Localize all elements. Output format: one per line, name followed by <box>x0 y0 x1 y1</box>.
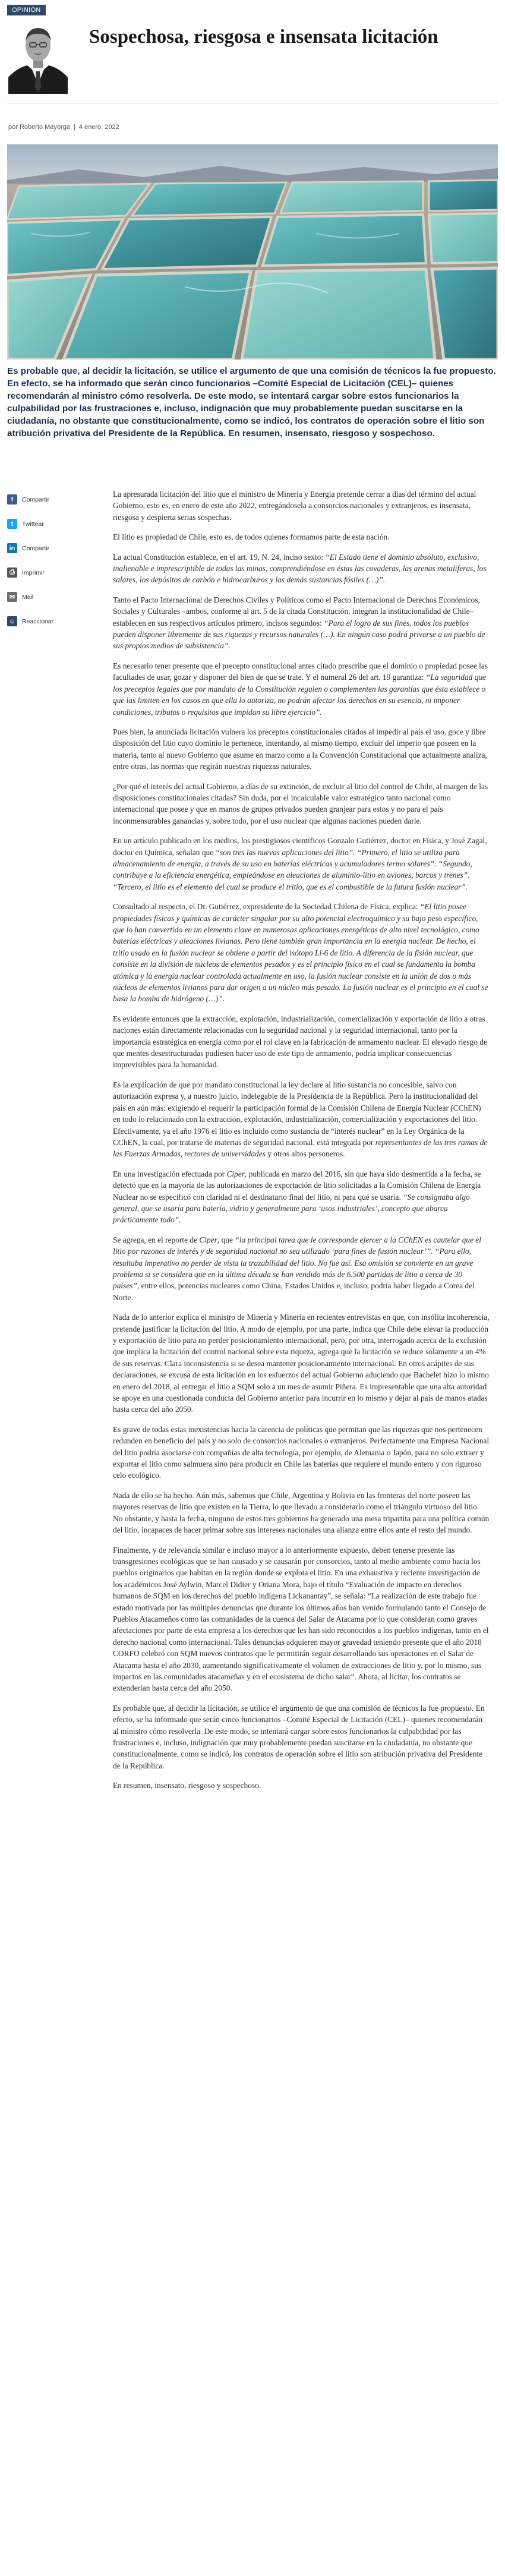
publish-date: 4 enero, 2022 <box>78 124 119 131</box>
share-label: Mail <box>22 593 34 601</box>
paragraph-text: Es probable que, al decidir la licitación, se utilice el argumento de que una comisión de técnicos la fue propuesto. En efecto, se ha informado que serán cinco funcionarios –Comité Especial de Licitación (CEL)– quienes recomendarán al ministro cómo resolverla. De este modo, se intentará cargar sobre estos funcionarios la culpabilidad por las frustraciones e, incluso, indignación que muy probablemente puedan suscitarse en la ciudadanía, no obstante que constitucionalmente, como se indicó, los contratos de operación sobre el litio son atribución privativa del Presidente de la República. <box>113 1703 485 1770</box>
paragraph-text: Es grave de todas estas inexistencias hacia la carencia de políticas que permitan que las riquezas que nos pertenecen redunden en beneficio del país y no solo de consorcios nacionales o extranjeros. Perfectamente una Empresa Nacional del litio podría asociarse con compañías de alta tecnología, por ejemplo, de Alemania o Japón, para no solo extraer y exportar el litio como salmuera sino para producir en Chile las baterías que requiere el mundo entero y con riguroso celo ecológico. <box>113 1424 490 1480</box>
article-paragraph <box>113 726 490 773</box>
page-title: Sospechosa, riesgosa e insensata licitación <box>89 26 438 48</box>
paragraph-text: Finalmente, y de relevancia similar e incluso mayor a lo anteriormente expuesto, deben tenerse presente las transgresiones ecológicas que se han causado y se causarán por consorcios, tanto al medio ambiente como hacia los pueblos originarios que habitan en la región donde se explota el litio. En una exhaustiva y reciente investigación de los académicos José Aylwin, Marcel Didier y Oriana Mora, bajo el título “Evaluación de impacto en derechos humanos de SQM en los derechos del pueblo indígena Lickanantay”, se señala: “La realización de este trabajo fue estado motivada por las múltiples denuncias que durante los últimos años han venido formulando tanto el Consejo de Pueblos Atacameños como las comunidades de la cuenca del Salar de Atacama por lo que consideran como graves afectaciones por parte de esta empresa a los derechos que les han sido reconocidos a los pueblos indígenas, tanto en el derecho nacional como internacional. Tales denuncias adquieren mayor gravedad teniendo presente que el año 2018 CORFO celebró con SQM nuevos contratos que le permitirán seguir desarrollando sus operaciones en el Salar de Atacama hasta el año 2030, aumentando significativamente el volumen de extracciones de litio y, por lo mismo, sus impactos en las comunidades atacameñas y en el ecosistema de dicho salar”. Ahora, al licitar, los contratos se extenderían hasta cerca del año 2050. <box>113 1545 489 1693</box>
share-label: Reaccionar <box>22 617 54 625</box>
paragraph-text: La actual Constitución establece, en el art. 19, N. 24, inciso sexto: <box>113 552 326 562</box>
paragraph-text: En resumen, insensato, riesgoso y sospechoso. <box>113 1781 261 1790</box>
byline: por Roberto Mayorga | 4 enero, 2022 <box>8 124 119 131</box>
paragraph-text: En un artículo publicado en los medios, los prestigiosos científicos Gonzalo Gutiérrez, doctor en Física, y José Zagal, doctor en Química, señalan que <box>113 836 487 857</box>
section-tag[interactable]: OPINIÓN <box>7 5 46 15</box>
article-paragraph <box>113 781 490 827</box>
italic-quote: Ciper <box>199 1235 217 1244</box>
paragraph-text: La apresurada licitación del litio que el ministro de Minería y Energía pretende cerrar a días del término del actual Gobierno, esto es, en enero de este año 2022, entregándosela a consorcios nacionales y extranjeros, es insensata, riesgosa y despierta serias sospechas. <box>113 490 476 522</box>
paragraph-text: Es la explicación de que por mandato constitucional la ley declare al litio sustancia no concesible, salvo con autorización expresa y, a nuestro juicio, indelegable de la Presidencia de la República. Pero la institucionalidad del país en aún más: exigiendo el requerir la participación formal de la Comisión Chilena de Energía Nuclear (CChEN) en todo lo relacionado con la extracción, explotación, industrialización, comercialización y exportaciones del litio. Efectivamente, ya el año 1976 el litio es incluido como sustancia de “interés nuclear” en la Ley Orgánica de la CChEN, la cual, por tratarse de materias de seguridad nacional, está integrada por <box>113 1080 481 1147</box>
article-paragraph <box>113 1013 490 1071</box>
article-paragraph <box>113 1424 490 1481</box>
salt-flat-ponds-image <box>7 144 498 360</box>
share-reaction-button[interactable] <box>7 609 84 633</box>
share-linkedin-button[interactable] <box>7 536 84 560</box>
article-lead: Es probable que, al decidir la licitación, se utilice el argumento de que una comisión de técnicos la fue propuesto. En efecto, se ha informado que serán cinco funcionarios –Comité Especial de Licitación (CEL)– quienes recomendarán al ministro cómo resolverla. De este modo, se intentará cargar sobre estos funcionarios la culpabilidad por las frustraciones e, incluso, indignación que muy probablemente puedan suscitarse en la ciudadanía, no obstante que constitucionalmente, como se indicó, los contratos de operación sobre el litio son atribución privativa del Presidente de la República. En resumen, insensato, riesgoso y sospechoso. <box>7 366 496 439</box>
italic-quote: “La seguridad que los preceptos legales que por mandato de la Constitución regulen o complementen las garantías que ésta establece o que las limiten en los casos en que ella lo autoriza, no podrán afectar los derechos en su esencia, ni imponer condiciones, tributos o requisitos que impidan su libre ejercicio”. <box>113 673 487 717</box>
paragraph-text: Es necesario tener presente que el precepto constitucional antes citado prescribe que el dominio o propiedad posee las facultades de usar, gozar y disponer del bien de que se trate. Y el numeral 26 del art. 19 garantiza: <box>113 661 488 682</box>
paragraph-text: El litio es propiedad de Chile, esto es, de todos quienes formamos parte de esta nación. <box>113 532 390 542</box>
italic-quote: “Para el logro de sus fines, todos los pueblos pueden disponer libremente de sus riquezas y recursos naturales (…). En ningún caso podrá privarse a un pueblo de sus propios medios de subsistencia”. <box>113 618 485 651</box>
paragraph-text: Nada de lo anterior explica el ministro de Minería y Minería en recientes entrevistas en que, con insólita incoherencia, pretende justificar la licitación del litio. A modo de ejemplo, por una parte, indica que Chile debe elevar la producción y exportación de litio para no perder posicionamiento internacional, pero, por otra, interrogado acerca de la exclusión que implica la licitación del control nacional sobre esta riqueza, agrega que la licitación se reduce solamente a un 4% de sus reservas. Clara inconsistencia si se desea mantener posicionamiento internacional. En otros acápites de sus declaraciones, se excusa de esta licitación en los esfuerzos del actual Gobierno aduciendo que Bachelet hizo lo mismo en enero del 2018, al entregar el litio a SQM solo a un mes de asumir Piñera. Es impresentable que una alta autoridad se apoye en una cuestionada conducta del Gobierno anterior para incurrir en lo mismo y dejar al país de manos atadas hasta cerca del año 2050. <box>113 1313 490 1414</box>
paragraph-text: Pues bien, la anunciada licitación vulnera los preceptos constitucionales citados al impedir al país el uso, goce y libre disposición del litio cuyo dominio le pertenece, intentando, al mismo tiempo, excluir del imperio que poseen en la materia, tanto al nuevo Gobierno que asume en marzo como a la Convención Constitucional que actualmente analiza, entre otras, las normas que regirán nuestras riquezas naturales. <box>113 727 487 771</box>
author-portrait-image <box>8 18 68 94</box>
article-paragraph <box>113 1544 490 1694</box>
article-paragraph <box>113 835 490 893</box>
paragraph-text: Consultado al respecto, el Dr. Gutiérrez, expresidente de la Sociedad Chilena de Física, explica: <box>113 902 420 912</box>
paragraph-text: Se agrega, en el reporte de <box>113 1235 200 1244</box>
article-paragraph <box>113 901 490 1005</box>
italic-quote: “El Estado tiene el dominio absoluto, exclusivo, inalienable e imprescriptible de todas las minas, comprendiéndose en éstas las covaderas, las arenas metalíferas, los salares, los depósitos de carbón e hidrocarburos y las demás sustancias fósiles (…)”. <box>113 552 487 585</box>
italic-quote: representantes de las tres ramas de las Fuerzas Armadas, rectores de universidades <box>113 1137 488 1159</box>
paragraph-text: Tanto el Pacto Internacional de Derechos Civiles y Políticos como el Pacto Internacional de Derechos Económicos, Sociales y Culturales –ambos, conforme al art. 5 de la citada Constitución, integran la institucionalidad de Chile– establecen en sus respectivos artículos primero, incisos segundos: <box>113 595 480 628</box>
article-paragraph <box>113 1168 490 1226</box>
share-label: Compartir <box>22 496 50 503</box>
share-facebook-button[interactable] <box>7 487 84 512</box>
article-paragraph <box>113 594 490 652</box>
share-label: Imprimir <box>22 569 45 576</box>
italic-quote: “son tres las nuevas aplicaciones del litio”. “Primero, el litio se utiliza para almacenamiento de energía, a través de su uso en baterías eléctricas y acumuladores termo solares”. “Segundo, contribuye a la eficiencia energética, empleándose en aleaciones de aluminio-litio en aviones, barcos y trenes”. “Tercero, el litio es el elemento del cual se produce el tritio, que es el combustible de la futura fusión nuclear”. <box>113 847 472 891</box>
facebook-icon: f <box>7 494 17 505</box>
article-paragraph <box>113 1702 490 1771</box>
article-paragraph <box>113 488 490 523</box>
linkedin-icon: in <box>7 543 17 553</box>
italic-quote: “Se consignaba algo general, que se usaría para batería, vidrio y generalmente para ‘usos industriales’, concepto que abarca prácticamente todo”. <box>113 1192 470 1225</box>
share-mail-button[interactable] <box>7 585 84 609</box>
paragraph-text: , que <box>217 1235 235 1244</box>
share-sidebar <box>7 487 84 633</box>
italic-quote: Ciper <box>226 1169 245 1178</box>
hero-image <box>7 144 498 360</box>
article-body <box>113 488 490 1800</box>
mail-icon: ✉ <box>7 592 17 602</box>
article-header <box>0 0 505 113</box>
paragraph-text: En una investigación efectuada por <box>113 1169 227 1178</box>
author-name[interactable]: por Roberto Mayorga <box>8 124 70 131</box>
paragraph-text: , entre ellos, potencias nucleares como China, Estados Unidos e, incluso, podría haber llegado a Corea del Norte. <box>113 1281 475 1302</box>
twitter-icon: t <box>7 519 17 529</box>
reaction-icon: ☺ <box>7 616 17 626</box>
share-label: Twittear <box>22 520 44 528</box>
article-paragraph <box>113 1234 490 1303</box>
article-paragraph <box>113 660 490 718</box>
article-paragraph <box>113 1780 490 1791</box>
paragraph-text: Nada de ello se ha hecho. Aún más, sabemos que Chile, Argentina y Bolivia en las fronteras del norte poseen las mayores reservas de litio que existen en la Tierra, lo que llevado a considerarlo como el triángulo virtuoso del litio. No obstante, y hasta la fecha, ninguno de estos tres gobiernos ha generado una mesa tripartita para una política común del litio, incapaces de hacer primar sobre sus intereses nacionales una alianza entre ellos ante el resto del mundo. <box>113 1490 490 1535</box>
print-icon: ⎙ <box>7 567 17 578</box>
article-paragraph <box>113 531 490 543</box>
paragraph-text: y otros altos personeros. <box>265 1149 345 1159</box>
share-twitter-button[interactable] <box>7 512 84 536</box>
paragraph-text: , publicada en marzo del 2016, sin que haya sido desmentida a la fecha, se detectó que en la mayoría de las autorizaciones de exportación de litio solicitadas a la Comisión Chilena de Energía Nuclear no se especificó con claridad ni el destinatario final del litio, ni para qué se usaría. <box>113 1169 481 1202</box>
article-paragraph <box>113 1311 490 1415</box>
article-paragraph <box>113 551 490 586</box>
italic-quote: “El litio posee propiedades físicas y químicas de carácter singular por su alto potencial electroquímico y su bajo peso específico, que lo han convertido en un elemento clave en numerosas aplicaciones energéticas de alto nivel tecnológico, como baterías eléctricas y aleaciones livianas. Pero tiene también gran importancia en la energía nuclear. De hecho, el tritio usado en la fusión nuclear se obtiene a partir del isótopo Li-6 de litio. A diferencia de la fisión nuclear, que consiste en la división de núcleos de elementos pesados y es el principio físico en el cual se fundamenta la bomba atómica y la energía nuclear controlada actualmente en uso, la fusión nuclear consiste en la unión de dos o más núcleos de elementos livianos para dar origen a un núcleo más pesado. La fusión nuclear es el principio en el cual se basa la bomba de hidrógeno (…)”. <box>113 902 488 1004</box>
share-print-button[interactable] <box>7 560 84 585</box>
italic-quote: “la principal tarea que le corresponde ejercer a la CChEN es cautelar que el litio por razones de interés y de seguridad nacional no sea utilizado ‘para fines de fusión nuclear’”. “Para ello, resultaba imperativo no perder de vista la trazabilidad del litio. No fue así. Esa omisión se convierte en un grave problema si se considera que en la última década se han vendido más de 6.500 partidas de litio a cerca de 30 países” <box>113 1235 481 1291</box>
paragraph-text: ¿Por qué el interés del actual Gobierno, a días de su extinción, de excluir al litio del control de Chile, al margen de las disposiciones constitucionales citadas? Sin duda, por el incalculable valor estratégico tanto nacional como internacional que posee y que en manos de grupos privados pueden granjear para estos y no para el país inconmensurables ganancias y, sobre todo, por el uso nuclear que algunas naciones pueden darle. <box>113 781 488 825</box>
article-paragraph <box>113 1490 490 1536</box>
article-paragraph <box>113 1079 490 1160</box>
share-label: Compartir <box>22 544 50 552</box>
author-photo <box>8 18 68 94</box>
paragraph-text: Es evidente entonces que la extracción, explotación, industrialización, comercialización y exportación de litio a otras naciones están directamente relacionadas con la seguridad nacional y la seguridad internacional, tanto por la importancia estratégica en energía como por el rol clave en la fabricación de armamento nuclear. El elevado riesgo de que mentes desestructuradas pudiesen hacer uso de este tipo de armamento, podría implicar consecuencias imprevisibles para la humanidad. <box>113 1014 487 1070</box>
